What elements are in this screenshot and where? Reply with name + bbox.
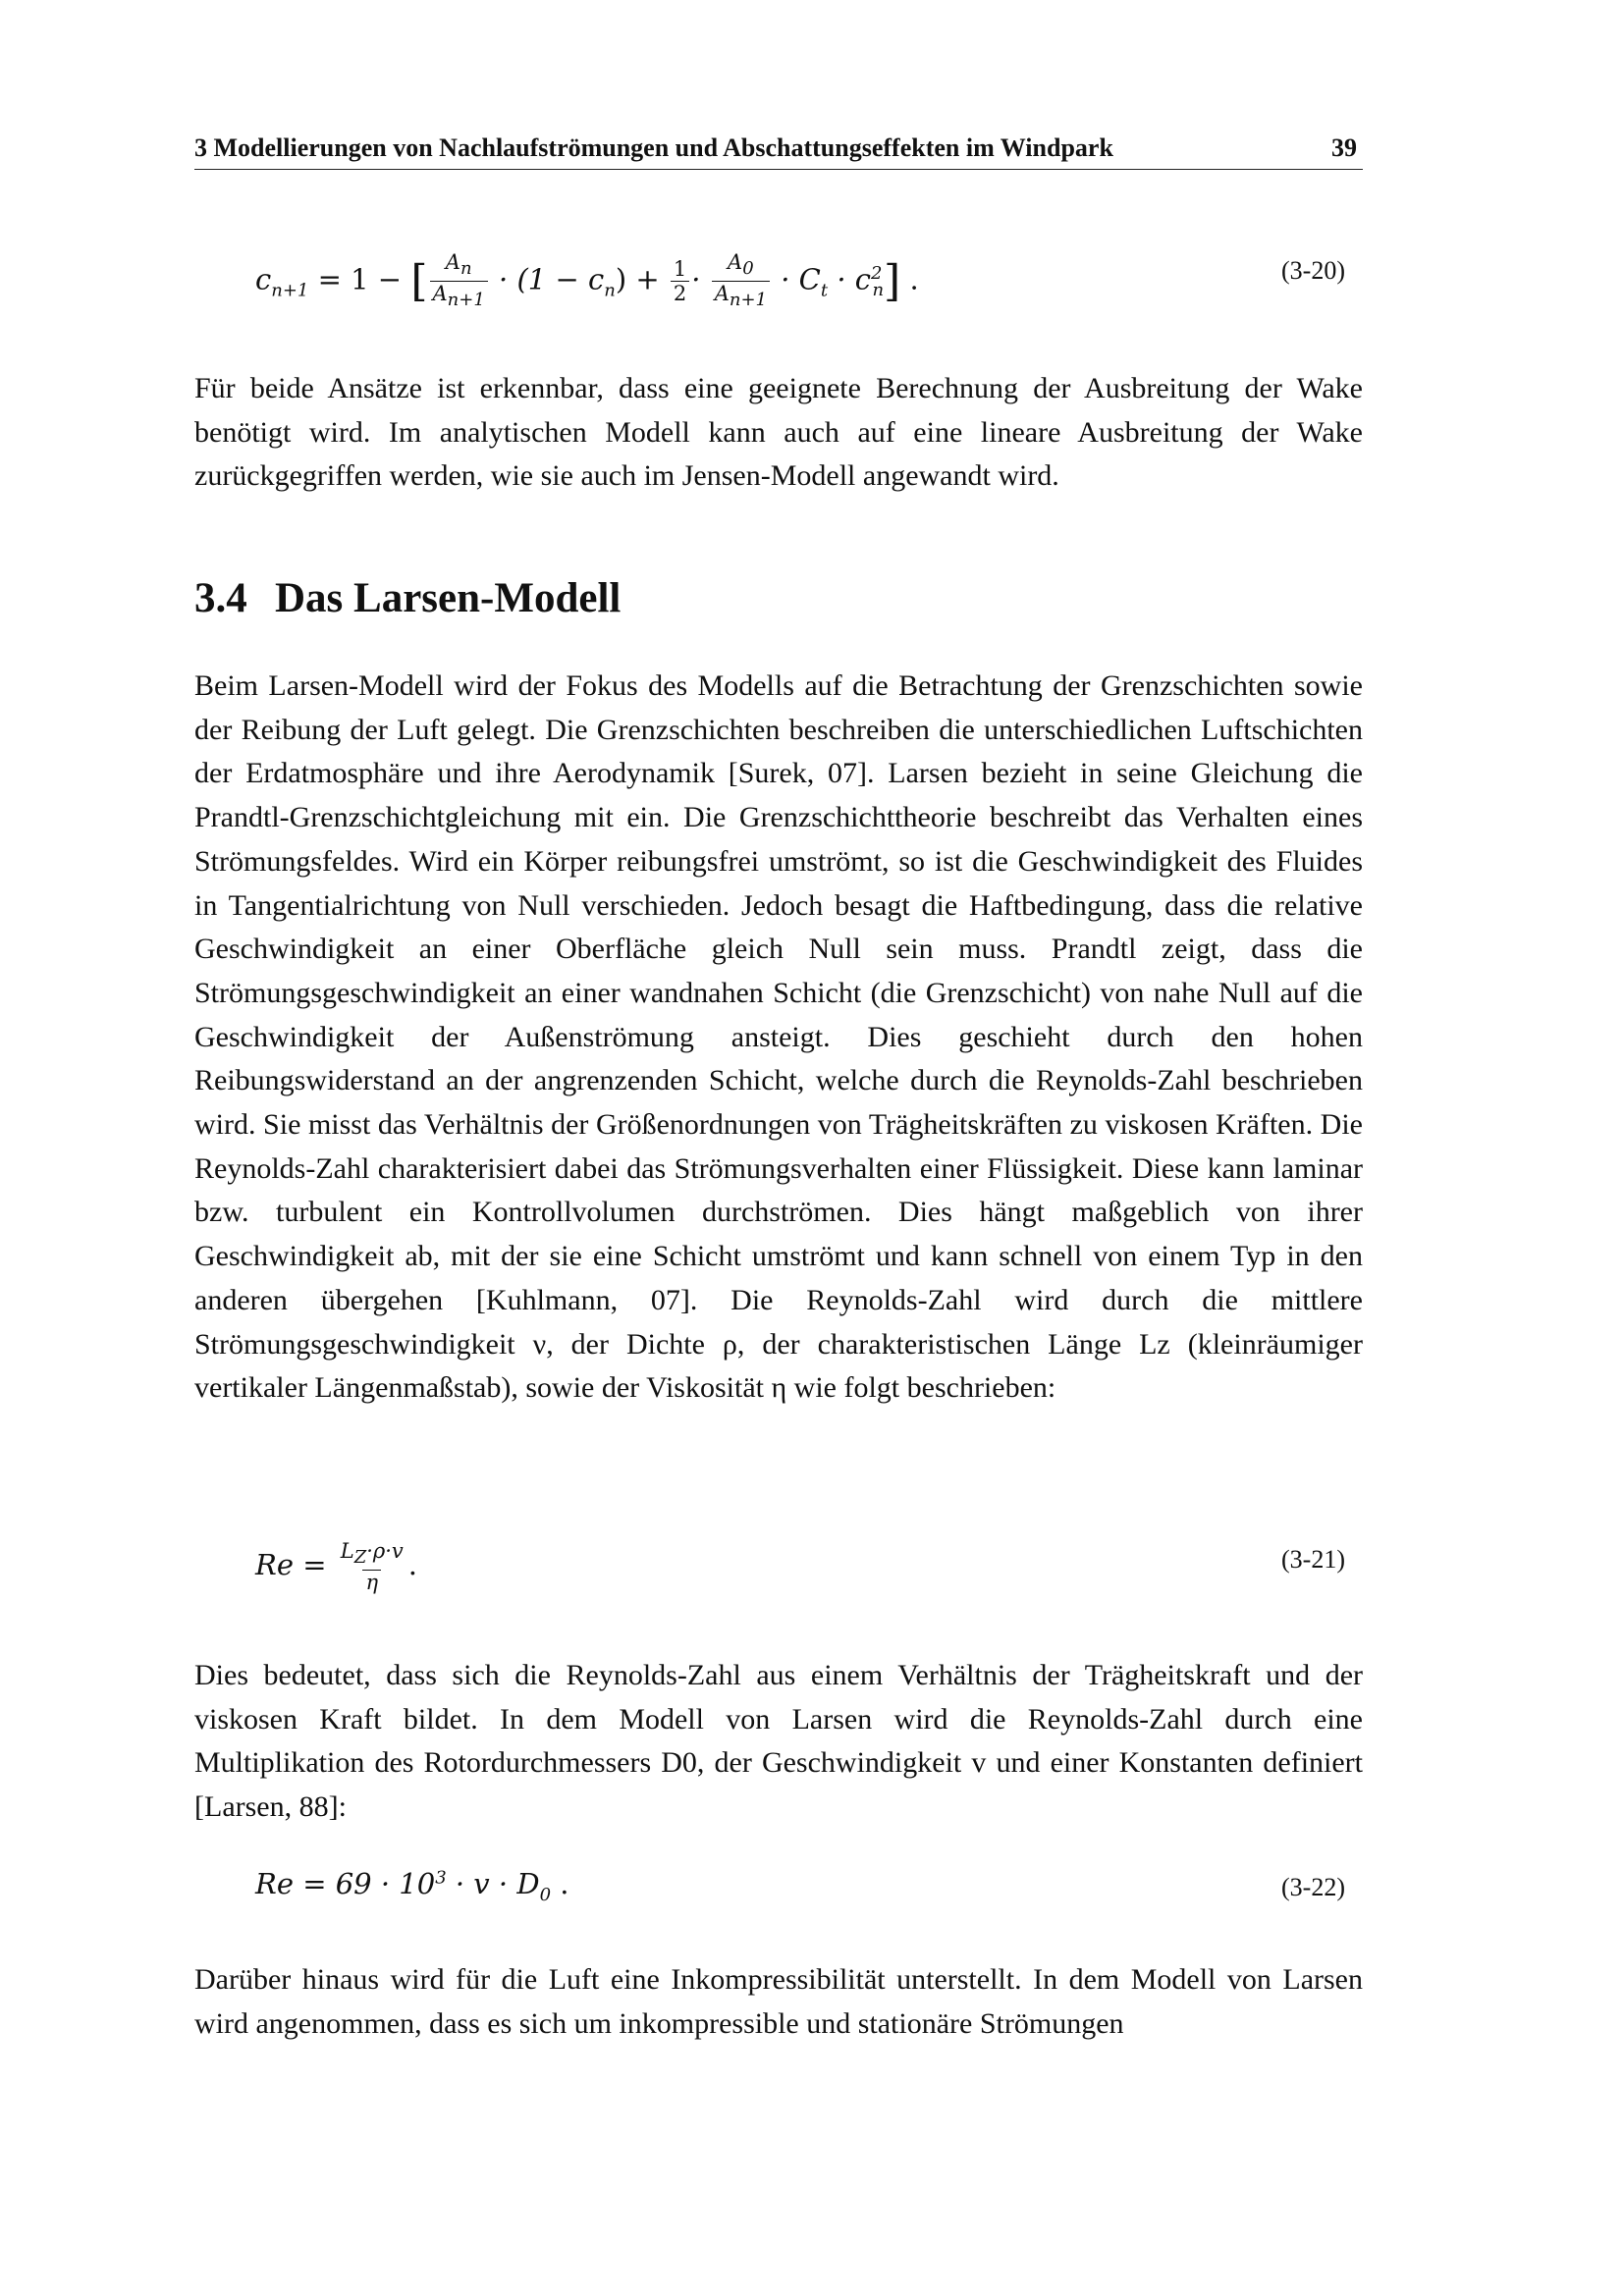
equation-3-21-body: Re = $\frac{L_Z\cdot\rho\cdot v}{\eta}$ .: [255, 1539, 417, 1595]
fraction-an-over-an1: $\frac{A_n}{A_{n+1}}$: [430, 250, 488, 312]
section-title: Das Larsen-Modell: [275, 575, 622, 621]
paragraph-incompressibility: Darüber hinaus wird für die Luft eine Inkompressibilität unterstellt. In dem Modell von Larsen wird angenommen, dass es sich um inkompressible und stationäre Strömungen: [194, 1963, 1363, 2040]
equation-3-21: [194, 1539, 1363, 1608]
equation-number: (3-20): [1281, 256, 1345, 285]
section-number: 3.4: [194, 575, 247, 621]
section-heading: [194, 574, 621, 622]
equation-3-20-body: $c_{n+1} = 1$ − [ $\frac{A_n}{A_{n+1}}$ · $(1 - c_n)$ + $\frac{1}{2}$ · $\frac{A_0}{A_{n+1}}$ · $C_t \cdot c^2_n$] .: [255, 250, 919, 311]
paragraph-reynolds-definition: Dies bedeutet, dass sich die Reynolds-Zahl aus einem Verhältnis der Trägheitskraft und der viskosen Kraft bildet. In dem Modell von Larsen wird die Reynolds-Zahl durch eine Multiplikation des Rotordurchmessers D0, der Geschwindigkeit v und einer Konstanten definiert [Larsen, 88]:: [194, 1659, 1363, 1824]
equation-number: (3-21): [1281, 1545, 1345, 1574]
paragraph-larsen-model: Beim Larsen-Modell wird der Fokus des Modells auf die Betrachtung der Grenzschichten sowie der Reibung der Luft gelegt. Die Grenzschichten beschreiben die unterschiedlichen Luftschichten der Erdatmosphäre und ihre Aerodynamik [Surek, 07]. Larsen bezieht in seine Gleichung die Prandtl-Grenzschichtgleichung mit ein. Die Grenzschichttheorie beschreibt das Verhalten eines Strömungsfeldes. Wird ein Körper reibungsfrei umströmt, so ist die Geschwindigkeit des Fluides in Tangentialrichtung von Null verschieden. Jedoch besagt die Haftbedingung, dass die relative Geschwindigkeit an einer Oberfläche gleich Null sein muss. Prandtl zeigt, dass die Strömungsgeschwindigkeit an einer wandnahen Schicht (die Grenzschicht) von nahe Null auf die Geschwindigkeit der Außenströmung ansteigt. Dies geschieht durch den hohen Reibungswiderstand an der angrenzenden Schicht, welche durch die Reynolds-Zahl beschrieben wird. Sie misst das Verhältnis der Größenordnungen von Trägheitskräften zu viskosen Kräften. Die Reynolds-Zahl charakterisiert dabei das Strömungsverhalten einer Flüssigkeit. Diese kann laminar bzw. turbulent ein Kontrollvolumen durchströmen. Dies hängt maßgeblich von ihrer Geschwindigkeit ab, mit der sie eine Schicht umströmt und kann schnell von einem Typ in den anderen übergehen [Kuhlmann, 07]. Die Reynolds-Zahl wird durch die mittlere Strömungsgeschwindigkeit ν, der Dichte ρ, der charakteristischen Länge Lz (kleinräumiger vertikaler Längenmaßstab), sowie der Viskosität η wie folgt beschrieben:: [194, 669, 1363, 1405]
fraction-one-half: $\frac{1}{2}$: [671, 257, 689, 305]
equation-3-20: [194, 250, 1363, 319]
header-title: 3 Modellierungen von Nachlaufströmungen und Abschattungseffekten im Windpark: [194, 133, 1113, 162]
equation-3-22-body: $Re = 69 \cdot 10^3 \cdot v \cdot D_0$ .: [255, 1867, 569, 1905]
page-number: 39: [1331, 133, 1357, 162]
fraction-reynolds: $\frac{L_Z\cdot\rho\cdot v}{\eta}$: [340, 1539, 404, 1595]
equation-3-22: [194, 1867, 1363, 1936]
equation-number: (3-22): [1281, 1873, 1345, 1901]
fraction-a0-over-an1: $\frac{A_0}{A_{n+1}}$: [712, 250, 770, 312]
running-header: [194, 130, 1363, 170]
paragraph-wake-spread: Für beide Ansätze ist erkennbar, dass eine geeignete Berechnung der Ausbreitung der Wake benötigt wird. Im analytischen Modell kann auch auf eine lineare Ausbreitung der Wake zurückgegriffen werden, wie sie auch im Jensen-Modell angewandt wird.: [194, 372, 1363, 493]
